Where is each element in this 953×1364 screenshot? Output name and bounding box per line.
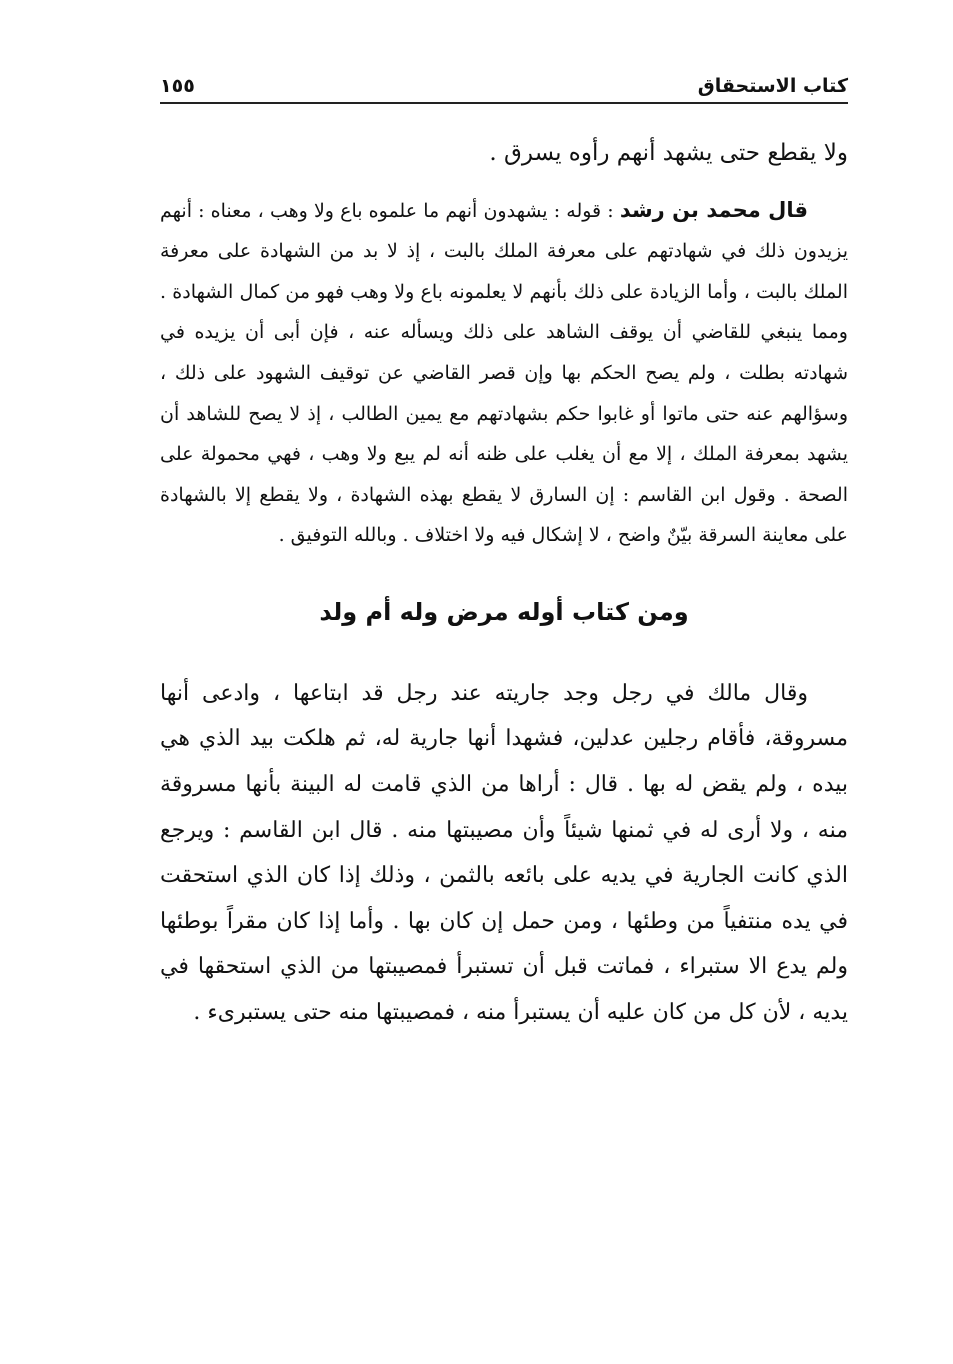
chapter-heading: ومن كتاب أوله مرض وله أم ولد: [319, 597, 689, 626]
intro-line: ولا يقطع حتى يشهد أنهم رأوه يسرق .: [489, 140, 848, 166]
running-head: كتاب الاستحقاق: [697, 75, 848, 97]
commentary-speaker: قال محمد بن رشد: [619, 197, 808, 222]
commentary-paragraph: [160, 190, 848, 556]
book-page: [160, 60, 848, 1300]
body-paragraph: [160, 671, 848, 1036]
page-number: ١٥٥: [160, 75, 195, 97]
page-header: [160, 60, 848, 104]
commentary-text: : قوله : يشهدون أنهم ما علموه باع ولا وهب ، معناه : أنهم يزيدون ذلك في شهادتهم على معرفة الملك بالبت ، إذ لا بد من الشهادة على معرفة الملك بالبت ، وأما الزيادة على ذلك بأنهم لا يعلمونه باع ولا وهب فهو من كمال الشهادة . ومما ينبغي للقاضي أن يوقف الشاهد على ذلك ويسأله عنه ، فإن أبى أن يزيده في شهادته بطلت ، ولم يصح الحكم بها وإن قصر القاضي عن توقيف الشهود على ذلك ، وسؤالهم عنه حتى ماتوا أو غابوا حكم بشهادتهم مع يمين الطالب ، إذ لا يصح للشاهد أن يشهد بمعرفة الملك ، إلا مع أن يغلب على ظنه أنه لم يبع ولا وهب ، فهي محمولة على الصحة . وقول ابن القاسم : إن السارق لا يقطع بهذه الشهادة ، ولا يقطع إلا بالشهادة على معاينة السرقة بيّنٌ واضح ، لا إشكال فيه ولا اختلاف . وبالله التوفيق .: [160, 199, 848, 547]
body-paragraph-text: وقال مالك في رجل وجد جاريته عند رجل قد ابتاعها ، وادعى أنها مسروقة، فأقام رجلين عدلين، فشهدا أنها جارية له، ثم هلكت بيد الذي هي بيده ، ولم يقض له بها . قال : أراها من الذي قامت له البينة بأنها مسروقة منه ، ولا أرى له في ثمنها شيئاً وأن مصيبتها منه . قال ابن القاسم : ويرجع الذي كانت الجارية في يديه على بائعه بالثمن ، وذلك إذا كان الذي استحقت في يده منتفياً من وطئها ، ومن حمل إن كان بها . وأما إذا كان مقراً بوطئها ولم يدع الا ستبراء ، فماتت قبل أن تستبرأ فمصيبتها من الذي استحقها في يديه ، لأن كل من كان عليه أن يستبرأ منه ، فمصيبتها منه حتى يستبرىء .: [160, 680, 848, 1025]
